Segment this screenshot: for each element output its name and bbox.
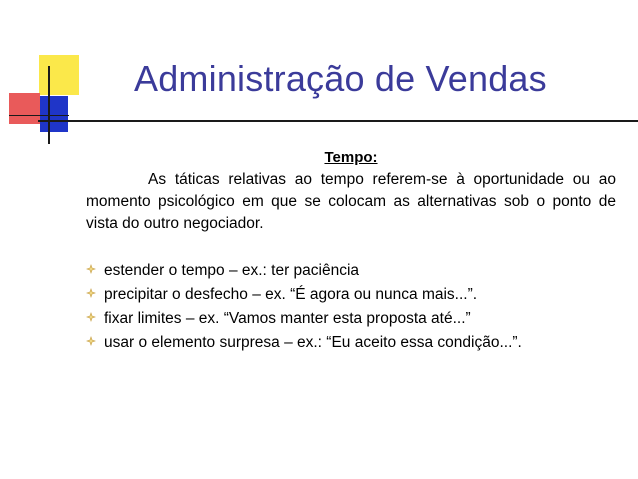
list-item	[86, 308, 616, 332]
body-paragraph: As táticas relativas ao tempo referem-se à oportunidade ou ao momento psicológico em que se colocam as alternativas sob o ponto de vista do outro negociador.	[86, 171, 616, 232]
yellow-square	[39, 55, 79, 95]
title-rule	[38, 120, 638, 122]
slide-title: Administração de Vendas	[134, 58, 547, 99]
bullet-list	[86, 260, 616, 356]
diamond-bullet-icon	[86, 264, 96, 274]
vertical-line	[48, 66, 50, 144]
blue-square	[40, 96, 68, 132]
short-horizontal-line	[9, 115, 69, 116]
diamond-bullet-icon	[86, 336, 96, 346]
list-item	[86, 284, 616, 308]
bullet-text: estender o tempo – ex.: ter paciência	[104, 262, 360, 279]
subheading: Tempo:	[324, 149, 378, 166]
red-square	[9, 93, 40, 124]
diamond-bullet-icon	[86, 288, 96, 298]
list-item	[86, 332, 616, 356]
bullet-text: precipitar o desfecho – ex. “É agora ou nunca mais...”.	[104, 286, 478, 303]
bullet-text: fixar limites – ex. “Vamos manter esta proposta até...”	[104, 310, 471, 327]
list-item	[86, 260, 616, 284]
decorative-squares	[0, 0, 80, 160]
slide-content	[86, 147, 616, 356]
bullet-text: usar o elemento surpresa – ex.: “Eu aceito essa condição...”.	[104, 334, 522, 351]
diamond-bullet-icon	[86, 312, 96, 322]
